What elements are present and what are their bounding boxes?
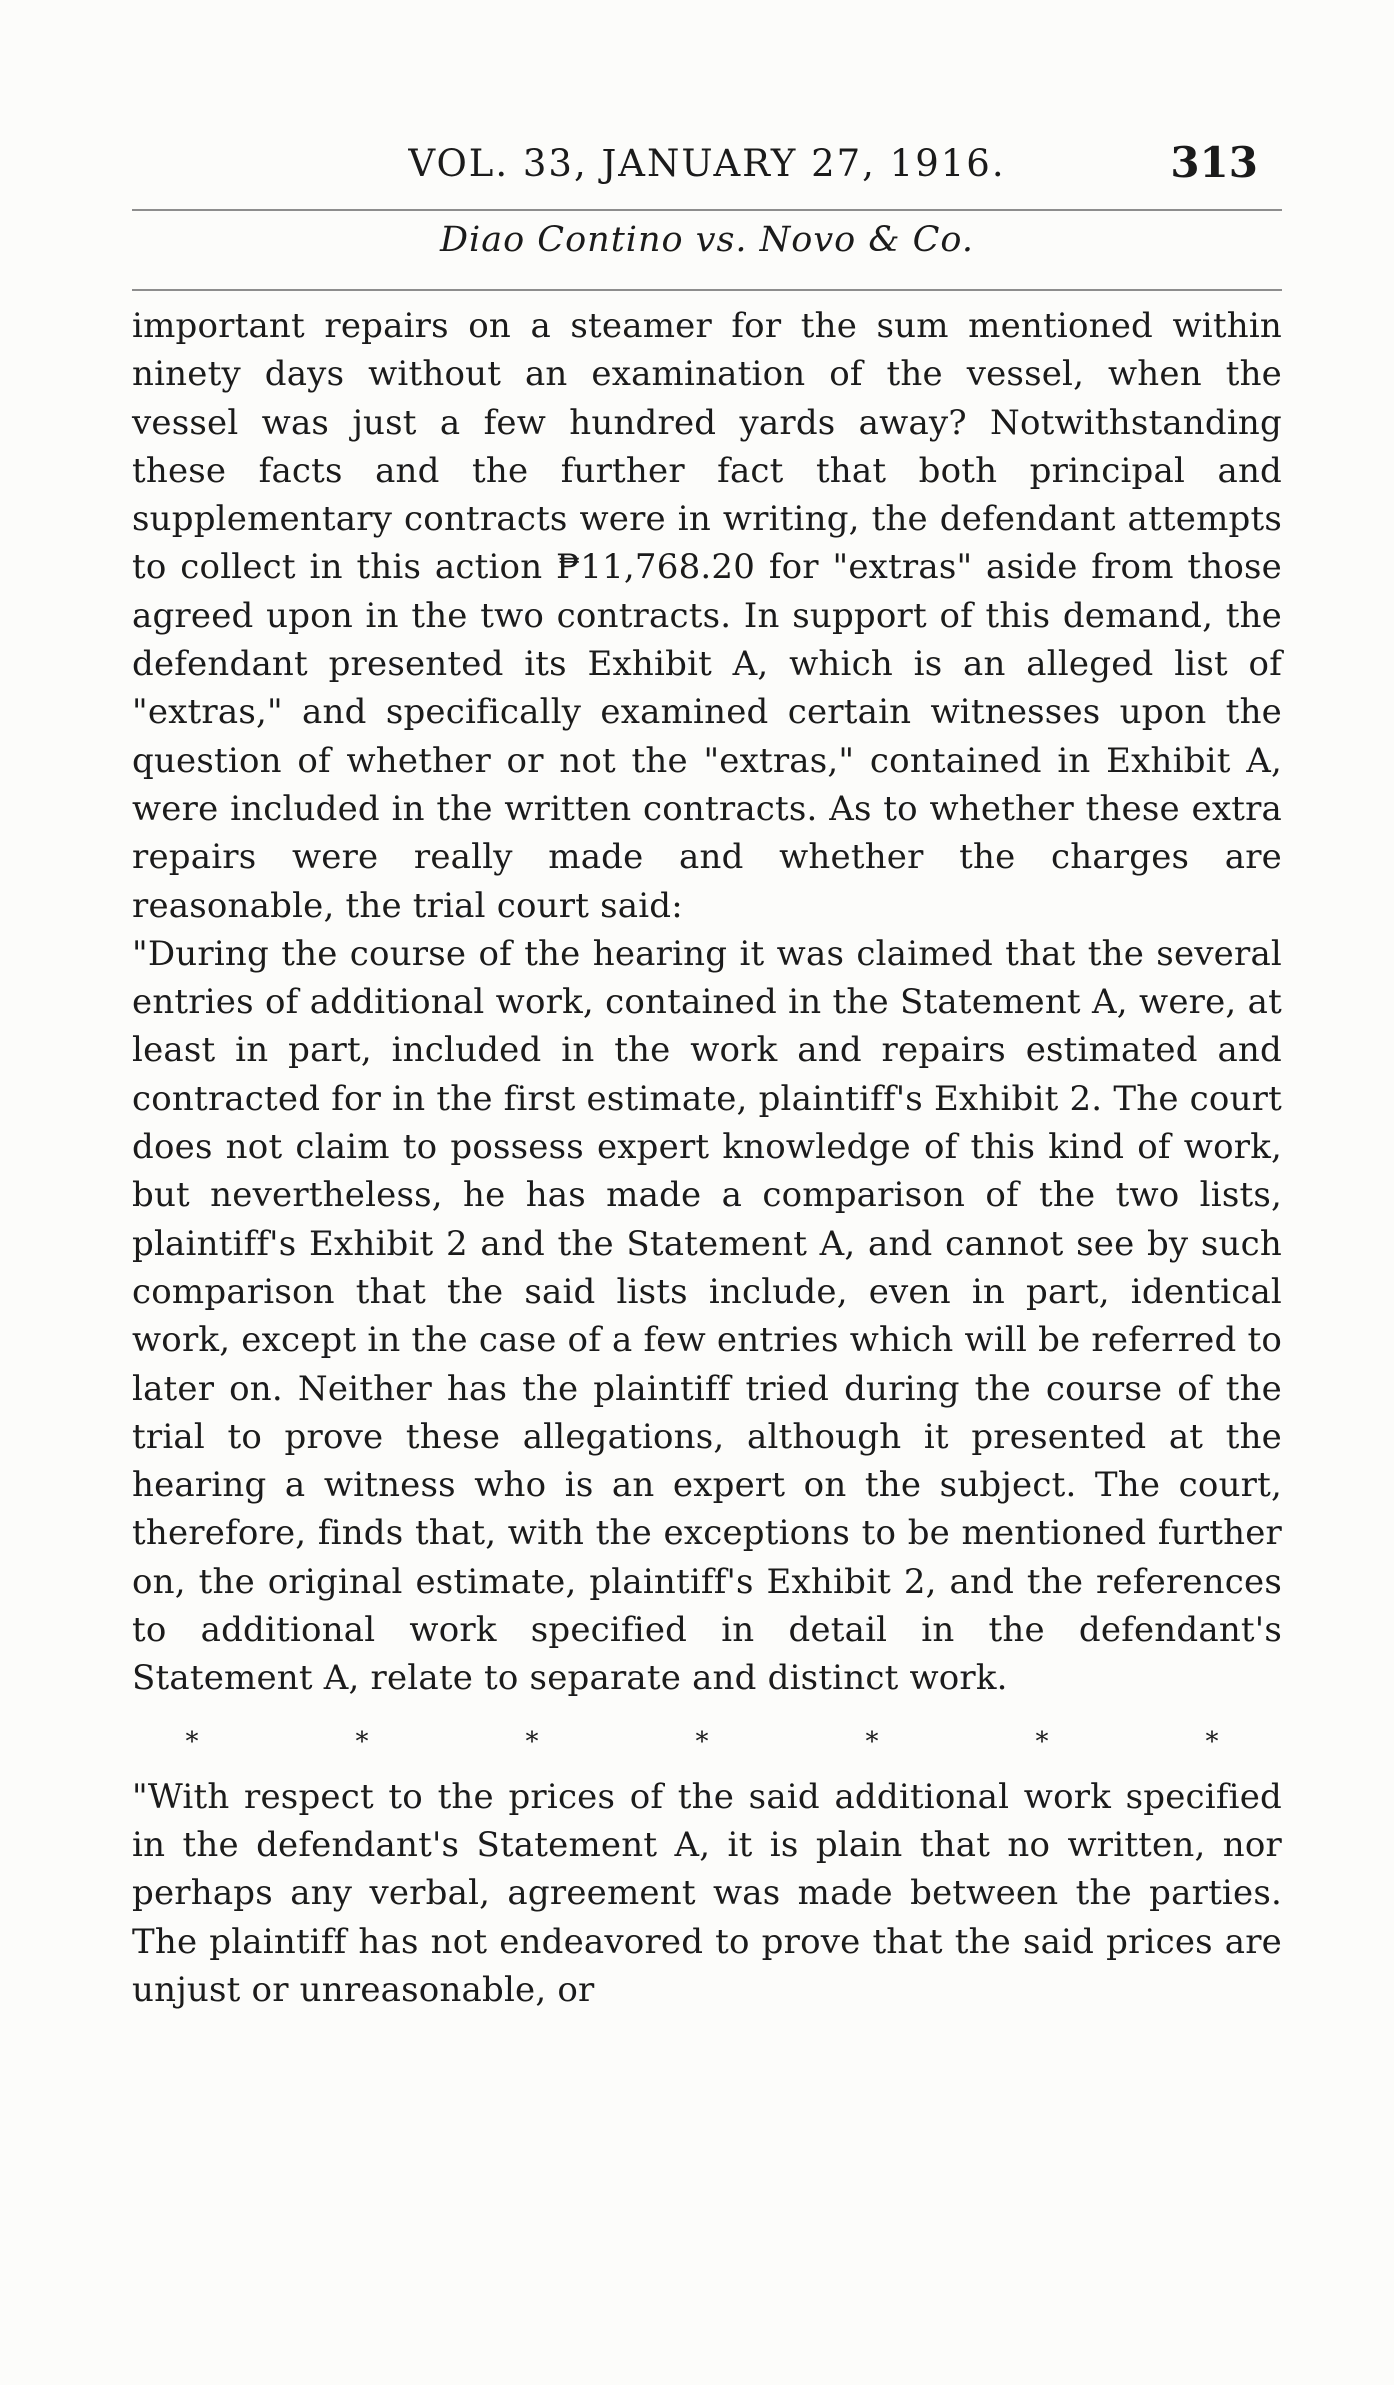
header-rule-bottom (132, 289, 1282, 291)
separator-star: * (355, 1726, 369, 1757)
case-title: Diao Contino vs. Novo & Co. (439, 220, 974, 260)
separator-star: * (865, 1726, 879, 1757)
paragraph-3-quote: "With respect to the prices of the said additional work specified in the defendant's Statement A, it is plain that no written, nor perhaps any verbal, agreement was made between the parties. The plaintiff has not endeavored to prove that the said prices are unjust or unreasonable, or (132, 1776, 1282, 2010)
paragraph-1: important repairs on a steamer for the sum mentioned within ninety days without an examination of the vessel, when the vessel was just a few hundred yards away? Notwithstanding these facts and the further fact that both principal and supplementary contracts were in writing, the defendant attempts to collect in this action ₱11,768.20 for "extras" aside from those agreed upon in the two contracts. In support of this demand, the defendant presented its Exhibit A, which is an alleged list of "extras," and specifically examined certain witnesses upon the question of whether or not the "extras," contained in Exhibit A, were included in the written contracts. As to whether these extra repairs were really made and whether the charges are reasonable, the trial court said: (132, 306, 1282, 926)
paragraph-2-quote: "During the course of the hearing it was claimed that the several entries of additional work, contained in the Statement A, were, at least in part, included in the work and repairs estimated and contracted for in the first estimate, plaintiff's Exhibit 2. The court does not claim to possess expert knowledge of this kind of work, but nevertheless, he has made a comparison of the two lists, plaintiff's Exhibit 2 and the Statement A, and cannot see by such comparison that the said lists include, even in part, identical work, except in the case of a few entries which will be referred to later on. Neither has the plaintiff tried during the course of the trial to prove these allegations, although it presented at the hearing a witness who is an expert on the subject. The court, therefore, finds that, with the exceptions to be mentioned further on, the original estimate, plaintiff's Exhibit 2, and the references to additional work specified in detail in the defendant's Statement A, relate to separate and distinct work. (132, 933, 1282, 1699)
separator-star: * (1205, 1726, 1219, 1757)
header-rule-top (132, 209, 1282, 211)
separator-star: * (525, 1726, 539, 1757)
separator-star: * (695, 1726, 709, 1757)
body-text (132, 302, 1282, 2014)
separator-star: * (185, 1726, 199, 1757)
document-page (132, 0, 1282, 2385)
running-title: VOL. 33, JANUARY 27, 1916. (408, 142, 1006, 185)
page-number: 313 (1170, 138, 1258, 187)
separator-star: * (1035, 1726, 1049, 1757)
running-head (132, 138, 1282, 198)
ellipsis-separator (182, 1703, 1222, 1773)
